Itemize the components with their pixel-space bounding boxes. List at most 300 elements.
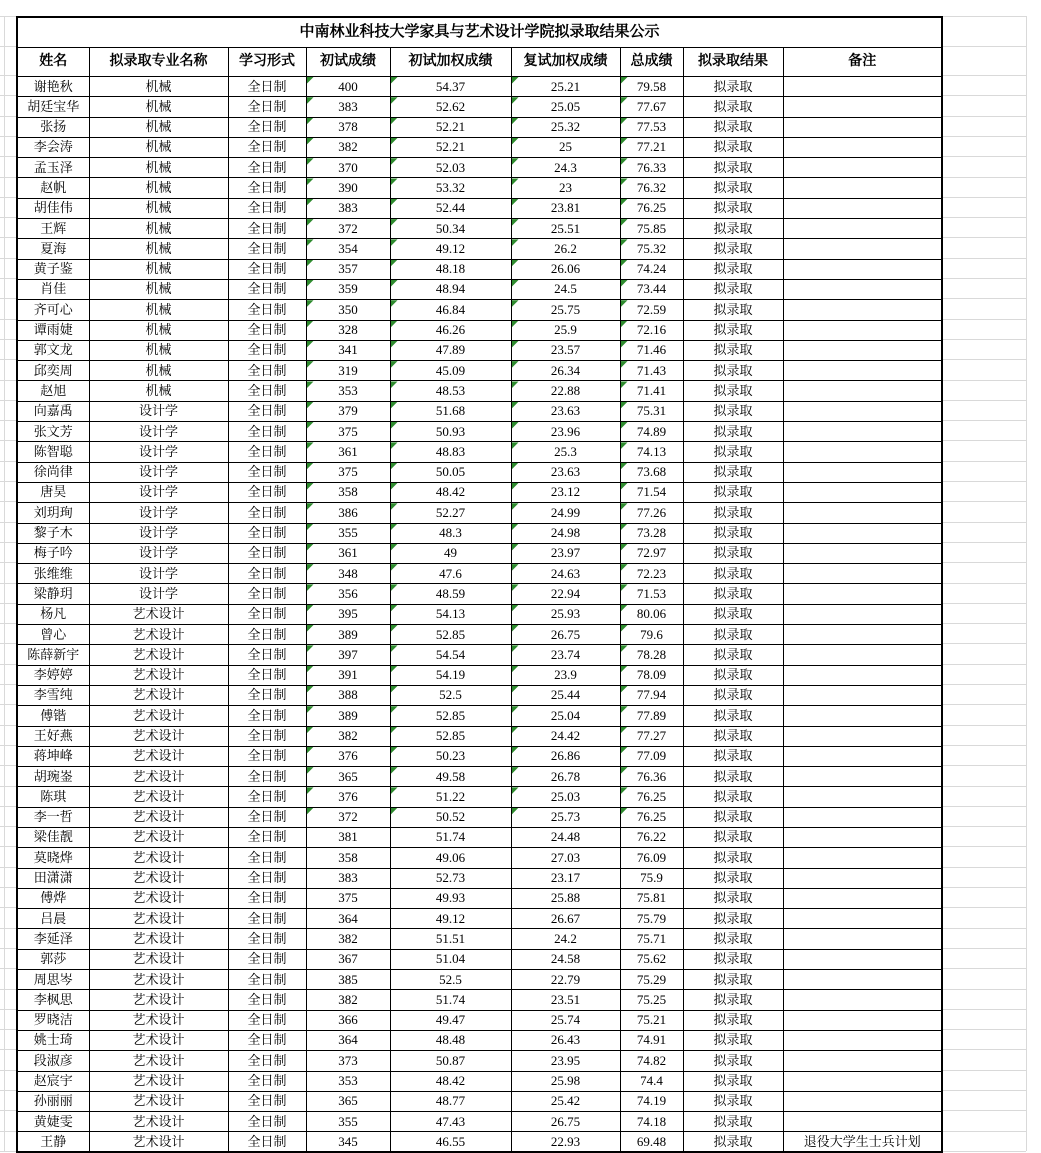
cell-initial-score[interactable] — [306, 604, 390, 624]
cell-major[interactable] — [89, 645, 228, 665]
cell-initial-score[interactable] — [306, 543, 390, 563]
cell-total-score[interactable] — [620, 706, 683, 726]
cell-total-score[interactable] — [620, 604, 683, 624]
cell-total-score[interactable] — [620, 97, 683, 117]
cell-name[interactable] — [17, 726, 89, 746]
cell-name[interactable] — [17, 523, 89, 543]
cell-admission-result[interactable] — [683, 219, 783, 239]
cell-study-mode[interactable] — [228, 909, 306, 929]
cell-study-mode[interactable] — [228, 746, 306, 766]
cell-retest-weighted-score[interactable] — [511, 767, 620, 787]
cell-admission-result[interactable] — [683, 949, 783, 969]
cell-remark[interactable] — [783, 1071, 942, 1091]
cell-remark[interactable] — [783, 340, 942, 360]
cell-retest-weighted-score[interactable] — [511, 259, 620, 279]
cell-total-score[interactable] — [620, 1051, 683, 1071]
cell-remark[interactable] — [783, 888, 942, 908]
cell-remark[interactable] — [783, 97, 942, 117]
cell-initial-score[interactable] — [306, 645, 390, 665]
cell-study-mode[interactable] — [228, 259, 306, 279]
cell-retest-weighted-score[interactable] — [511, 1010, 620, 1030]
cell-study-mode[interactable] — [228, 827, 306, 847]
cell-study-mode[interactable] — [228, 787, 306, 807]
cell-initial-score[interactable] — [306, 178, 390, 198]
cell-total-score[interactable] — [620, 219, 683, 239]
cell-retest-weighted-score[interactable] — [511, 158, 620, 178]
cell-retest-weighted-score[interactable] — [511, 340, 620, 360]
cell-total-score[interactable] — [620, 1091, 683, 1111]
cell-name[interactable] — [17, 1071, 89, 1091]
cell-remark[interactable] — [783, 320, 942, 340]
cell-remark[interactable] — [783, 706, 942, 726]
cell-total-score[interactable] — [620, 259, 683, 279]
cell-remark[interactable] — [783, 1091, 942, 1111]
cell-initial-weighted-score[interactable] — [390, 543, 511, 563]
cell-retest-weighted-score[interactable] — [511, 604, 620, 624]
cell-major[interactable] — [89, 77, 228, 97]
cell-admission-result[interactable] — [683, 137, 783, 157]
column-header-admission-result[interactable]: 拟录取结果 — [683, 48, 783, 77]
cell-name[interactable] — [17, 198, 89, 218]
cell-name[interactable] — [17, 401, 89, 421]
cell-remark[interactable] — [783, 137, 942, 157]
cell-admission-result[interactable] — [683, 868, 783, 888]
cell-name[interactable] — [17, 462, 89, 482]
cell-retest-weighted-score[interactable] — [511, 1112, 620, 1132]
cell-initial-weighted-score[interactable] — [390, 645, 511, 665]
cell-initial-score[interactable] — [306, 77, 390, 97]
cell-major[interactable] — [89, 807, 228, 827]
cell-major[interactable] — [89, 564, 228, 584]
cell-study-mode[interactable] — [228, 929, 306, 949]
cell-retest-weighted-score[interactable] — [511, 807, 620, 827]
cell-initial-weighted-score[interactable] — [390, 625, 511, 645]
cell-major[interactable] — [89, 1071, 228, 1091]
cell-major[interactable] — [89, 239, 228, 259]
column-header-name[interactable]: 姓名 — [17, 48, 89, 77]
cell-retest-weighted-score[interactable] — [511, 422, 620, 442]
cell-retest-weighted-score[interactable] — [511, 949, 620, 969]
cell-remark[interactable] — [783, 503, 942, 523]
cell-initial-weighted-score[interactable] — [390, 888, 511, 908]
cell-remark[interactable] — [783, 726, 942, 746]
cell-study-mode[interactable] — [228, 158, 306, 178]
cell-initial-score[interactable] — [306, 279, 390, 299]
cell-initial-score[interactable] — [306, 584, 390, 604]
cell-admission-result[interactable] — [683, 888, 783, 908]
cell-remark[interactable] — [783, 767, 942, 787]
cell-initial-score[interactable] — [306, 137, 390, 157]
cell-total-score[interactable] — [620, 117, 683, 137]
cell-retest-weighted-score[interactable] — [511, 381, 620, 401]
cell-initial-weighted-score[interactable] — [390, 300, 511, 320]
cell-initial-weighted-score[interactable] — [390, 523, 511, 543]
cell-total-score[interactable] — [620, 584, 683, 604]
cell-total-score[interactable] — [620, 1112, 683, 1132]
cell-study-mode[interactable] — [228, 219, 306, 239]
cell-admission-result[interactable] — [683, 970, 783, 990]
cell-name[interactable] — [17, 1112, 89, 1132]
cell-name[interactable] — [17, 767, 89, 787]
cell-admission-result[interactable] — [683, 462, 783, 482]
cell-initial-score[interactable] — [306, 300, 390, 320]
cell-remark[interactable] — [783, 543, 942, 563]
cell-major[interactable] — [89, 279, 228, 299]
cell-admission-result[interactable] — [683, 422, 783, 442]
cell-initial-weighted-score[interactable] — [390, 422, 511, 442]
cell-retest-weighted-score[interactable] — [511, 198, 620, 218]
cell-total-score[interactable] — [620, 868, 683, 888]
cell-total-score[interactable] — [620, 888, 683, 908]
cell-initial-score[interactable] — [306, 239, 390, 259]
cell-retest-weighted-score[interactable] — [511, 178, 620, 198]
cell-major[interactable] — [89, 970, 228, 990]
cell-initial-weighted-score[interactable] — [390, 1030, 511, 1050]
cell-remark[interactable] — [783, 381, 942, 401]
cell-total-score[interactable] — [620, 320, 683, 340]
cell-remark[interactable] — [783, 564, 942, 584]
cell-name[interactable] — [17, 219, 89, 239]
cell-initial-weighted-score[interactable] — [390, 361, 511, 381]
cell-name[interactable] — [17, 279, 89, 299]
cell-name[interactable] — [17, 503, 89, 523]
cell-study-mode[interactable] — [228, 767, 306, 787]
cell-initial-score[interactable] — [306, 198, 390, 218]
cell-initial-score[interactable] — [306, 929, 390, 949]
cell-initial-score[interactable] — [306, 807, 390, 827]
cell-major[interactable] — [89, 1051, 228, 1071]
cell-initial-score[interactable] — [306, 401, 390, 421]
cell-initial-weighted-score[interactable] — [390, 1051, 511, 1071]
cell-total-score[interactable] — [620, 929, 683, 949]
cell-total-score[interactable] — [620, 77, 683, 97]
cell-initial-weighted-score[interactable] — [390, 137, 511, 157]
cell-admission-result[interactable] — [683, 279, 783, 299]
cell-name[interactable] — [17, 645, 89, 665]
cell-admission-result[interactable] — [683, 767, 783, 787]
cell-major[interactable] — [89, 361, 228, 381]
cell-total-score[interactable] — [620, 990, 683, 1010]
cell-major[interactable] — [89, 523, 228, 543]
cell-total-score[interactable] — [620, 1030, 683, 1050]
cell-admission-result[interactable] — [683, 482, 783, 502]
cell-initial-weighted-score[interactable] — [390, 827, 511, 847]
cell-major[interactable] — [89, 1010, 228, 1030]
cell-initial-score[interactable] — [306, 1051, 390, 1071]
cell-major[interactable] — [89, 381, 228, 401]
cell-total-score[interactable] — [620, 807, 683, 827]
cell-major[interactable] — [89, 665, 228, 685]
cell-initial-score[interactable] — [306, 442, 390, 462]
cell-study-mode[interactable] — [228, 726, 306, 746]
cell-initial-score[interactable] — [306, 1132, 390, 1152]
cell-major[interactable] — [89, 726, 228, 746]
cell-name[interactable] — [17, 1010, 89, 1030]
cell-study-mode[interactable] — [228, 300, 306, 320]
cell-admission-result[interactable] — [683, 1071, 783, 1091]
cell-initial-score[interactable] — [306, 422, 390, 442]
cell-major[interactable] — [89, 198, 228, 218]
cell-remark[interactable] — [783, 1132, 942, 1152]
cell-initial-weighted-score[interactable] — [390, 868, 511, 888]
cell-initial-weighted-score[interactable] — [390, 219, 511, 239]
cell-major[interactable] — [89, 929, 228, 949]
cell-name[interactable] — [17, 259, 89, 279]
cell-major[interactable] — [89, 401, 228, 421]
cell-initial-weighted-score[interactable] — [390, 117, 511, 137]
cell-total-score[interactable] — [620, 381, 683, 401]
cell-initial-weighted-score[interactable] — [390, 665, 511, 685]
cell-initial-score[interactable] — [306, 482, 390, 502]
cell-retest-weighted-score[interactable] — [511, 239, 620, 259]
cell-initial-weighted-score[interactable] — [390, 929, 511, 949]
cell-total-score[interactable] — [620, 767, 683, 787]
cell-major[interactable] — [89, 543, 228, 563]
cell-retest-weighted-score[interactable] — [511, 401, 620, 421]
cell-major[interactable] — [89, 909, 228, 929]
cell-retest-weighted-score[interactable] — [511, 1132, 620, 1152]
cell-admission-result[interactable] — [683, 584, 783, 604]
cell-admission-result[interactable] — [683, 564, 783, 584]
cell-name[interactable] — [17, 929, 89, 949]
cell-name[interactable] — [17, 77, 89, 97]
cell-name[interactable] — [17, 746, 89, 766]
cell-initial-score[interactable] — [306, 726, 390, 746]
cell-name[interactable] — [17, 706, 89, 726]
cell-remark[interactable] — [783, 929, 942, 949]
cell-admission-result[interactable] — [683, 239, 783, 259]
cell-study-mode[interactable] — [228, 1112, 306, 1132]
cell-major[interactable] — [89, 1112, 228, 1132]
cell-major[interactable] — [89, 259, 228, 279]
cell-total-score[interactable] — [620, 645, 683, 665]
cell-initial-weighted-score[interactable] — [390, 97, 511, 117]
cell-study-mode[interactable] — [228, 279, 306, 299]
cell-study-mode[interactable] — [228, 807, 306, 827]
cell-initial-score[interactable] — [306, 848, 390, 868]
cell-admission-result[interactable] — [683, 361, 783, 381]
cell-total-score[interactable] — [620, 827, 683, 847]
cell-admission-result[interactable] — [683, 1112, 783, 1132]
cell-remark[interactable] — [783, 361, 942, 381]
cell-total-score[interactable] — [620, 787, 683, 807]
cell-retest-weighted-score[interactable] — [511, 117, 620, 137]
cell-retest-weighted-score[interactable] — [511, 279, 620, 299]
cell-admission-result[interactable] — [683, 604, 783, 624]
cell-remark[interactable] — [783, 442, 942, 462]
cell-name[interactable] — [17, 625, 89, 645]
cell-remark[interactable] — [783, 584, 942, 604]
cell-retest-weighted-score[interactable] — [511, 320, 620, 340]
cell-initial-score[interactable] — [306, 1112, 390, 1132]
cell-remark[interactable] — [783, 665, 942, 685]
cell-initial-weighted-score[interactable] — [390, 503, 511, 523]
cell-initial-score[interactable] — [306, 746, 390, 766]
cell-initial-weighted-score[interactable] — [390, 604, 511, 624]
cell-remark[interactable] — [783, 685, 942, 705]
cell-admission-result[interactable] — [683, 1030, 783, 1050]
cell-major[interactable] — [89, 137, 228, 157]
cell-remark[interactable] — [783, 909, 942, 929]
cell-retest-weighted-score[interactable] — [511, 929, 620, 949]
cell-study-mode[interactable] — [228, 77, 306, 97]
cell-study-mode[interactable] — [228, 543, 306, 563]
cell-initial-weighted-score[interactable] — [390, 442, 511, 462]
cell-total-score[interactable] — [620, 1071, 683, 1091]
cell-remark[interactable] — [783, 746, 942, 766]
cell-initial-weighted-score[interactable] — [390, 746, 511, 766]
cell-name[interactable] — [17, 848, 89, 868]
cell-retest-weighted-score[interactable] — [511, 1030, 620, 1050]
cell-initial-score[interactable] — [306, 158, 390, 178]
cell-initial-weighted-score[interactable] — [390, 706, 511, 726]
cell-study-mode[interactable] — [228, 320, 306, 340]
cell-initial-weighted-score[interactable] — [390, 848, 511, 868]
cell-retest-weighted-score[interactable] — [511, 888, 620, 908]
cell-initial-score[interactable] — [306, 1030, 390, 1050]
cell-study-mode[interactable] — [228, 178, 306, 198]
cell-name[interactable] — [17, 1051, 89, 1071]
cell-study-mode[interactable] — [228, 888, 306, 908]
cell-study-mode[interactable] — [228, 970, 306, 990]
cell-major[interactable] — [89, 949, 228, 969]
cell-major[interactable] — [89, 706, 228, 726]
cell-admission-result[interactable] — [683, 543, 783, 563]
cell-study-mode[interactable] — [228, 117, 306, 137]
cell-initial-score[interactable] — [306, 219, 390, 239]
cell-retest-weighted-score[interactable] — [511, 827, 620, 847]
cell-retest-weighted-score[interactable] — [511, 706, 620, 726]
cell-major[interactable] — [89, 604, 228, 624]
cell-total-score[interactable] — [620, 1132, 683, 1152]
cell-retest-weighted-score[interactable] — [511, 665, 620, 685]
cell-initial-score[interactable] — [306, 949, 390, 969]
cell-retest-weighted-score[interactable] — [511, 523, 620, 543]
cell-study-mode[interactable] — [228, 868, 306, 888]
cell-retest-weighted-score[interactable] — [511, 300, 620, 320]
cell-admission-result[interactable] — [683, 685, 783, 705]
cell-admission-result[interactable] — [683, 442, 783, 462]
cell-initial-score[interactable] — [306, 1071, 390, 1091]
cell-total-score[interactable] — [620, 625, 683, 645]
cell-study-mode[interactable] — [228, 239, 306, 259]
cell-major[interactable] — [89, 787, 228, 807]
cell-initial-score[interactable] — [306, 1091, 390, 1111]
cell-remark[interactable] — [783, 827, 942, 847]
cell-name[interactable] — [17, 807, 89, 827]
cell-admission-result[interactable] — [683, 1051, 783, 1071]
cell-admission-result[interactable] — [683, 706, 783, 726]
cell-name[interactable] — [17, 604, 89, 624]
cell-total-score[interactable] — [620, 279, 683, 299]
cell-total-score[interactable] — [620, 401, 683, 421]
cell-admission-result[interactable] — [683, 625, 783, 645]
cell-total-score[interactable] — [620, 909, 683, 929]
cell-study-mode[interactable] — [228, 482, 306, 502]
cell-name[interactable] — [17, 1091, 89, 1111]
cell-total-score[interactable] — [620, 665, 683, 685]
cell-name[interactable] — [17, 117, 89, 137]
cell-retest-weighted-score[interactable] — [511, 1071, 620, 1091]
cell-remark[interactable] — [783, 1010, 942, 1030]
cell-initial-weighted-score[interactable] — [390, 401, 511, 421]
cell-remark[interactable] — [783, 462, 942, 482]
cell-admission-result[interactable] — [683, 381, 783, 401]
cell-retest-weighted-score[interactable] — [511, 482, 620, 502]
cell-major[interactable] — [89, 178, 228, 198]
cell-total-score[interactable] — [620, 503, 683, 523]
cell-initial-weighted-score[interactable] — [390, 279, 511, 299]
cell-initial-score[interactable] — [306, 340, 390, 360]
cell-initial-weighted-score[interactable] — [390, 198, 511, 218]
cell-total-score[interactable] — [620, 137, 683, 157]
cell-initial-score[interactable] — [306, 868, 390, 888]
cell-study-mode[interactable] — [228, 503, 306, 523]
cell-remark[interactable] — [783, 604, 942, 624]
cell-initial-score[interactable] — [306, 888, 390, 908]
cell-remark[interactable] — [783, 848, 942, 868]
cell-initial-score[interactable] — [306, 117, 390, 137]
cell-name[interactable] — [17, 340, 89, 360]
cell-initial-weighted-score[interactable] — [390, 807, 511, 827]
cell-retest-weighted-score[interactable] — [511, 543, 620, 563]
cell-admission-result[interactable] — [683, 787, 783, 807]
cell-major[interactable] — [89, 340, 228, 360]
cell-study-mode[interactable] — [228, 340, 306, 360]
cell-initial-weighted-score[interactable] — [390, 259, 511, 279]
cell-remark[interactable] — [783, 482, 942, 502]
cell-initial-weighted-score[interactable] — [390, 564, 511, 584]
cell-study-mode[interactable] — [228, 462, 306, 482]
cell-remark[interactable] — [783, 1112, 942, 1132]
cell-total-score[interactable] — [620, 442, 683, 462]
cell-remark[interactable] — [783, 279, 942, 299]
cell-name[interactable] — [17, 381, 89, 401]
cell-name[interactable] — [17, 361, 89, 381]
cell-remark[interactable] — [783, 1051, 942, 1071]
cell-study-mode[interactable] — [228, 625, 306, 645]
cell-total-score[interactable] — [620, 361, 683, 381]
cell-initial-score[interactable] — [306, 361, 390, 381]
cell-major[interactable] — [89, 848, 228, 868]
cell-study-mode[interactable] — [228, 848, 306, 868]
cell-admission-result[interactable] — [683, 158, 783, 178]
cell-admission-result[interactable] — [683, 1010, 783, 1030]
cell-initial-score[interactable] — [306, 1010, 390, 1030]
cell-major[interactable] — [89, 300, 228, 320]
cell-total-score[interactable] — [620, 158, 683, 178]
cell-total-score[interactable] — [620, 564, 683, 584]
cell-admission-result[interactable] — [683, 198, 783, 218]
cell-name[interactable] — [17, 300, 89, 320]
cell-study-mode[interactable] — [228, 1030, 306, 1050]
cell-initial-score[interactable] — [306, 990, 390, 1010]
cell-study-mode[interactable] — [228, 198, 306, 218]
cell-initial-weighted-score[interactable] — [390, 1091, 511, 1111]
cell-retest-weighted-score[interactable] — [511, 990, 620, 1010]
cell-initial-weighted-score[interactable] — [390, 685, 511, 705]
cell-total-score[interactable] — [620, 949, 683, 969]
cell-study-mode[interactable] — [228, 665, 306, 685]
cell-total-score[interactable] — [620, 1010, 683, 1030]
cell-study-mode[interactable] — [228, 523, 306, 543]
cell-initial-weighted-score[interactable] — [390, 584, 511, 604]
cell-study-mode[interactable] — [228, 685, 306, 705]
cell-name[interactable] — [17, 787, 89, 807]
cell-total-score[interactable] — [620, 340, 683, 360]
cell-initial-weighted-score[interactable] — [390, 1132, 511, 1152]
cell-name[interactable] — [17, 178, 89, 198]
